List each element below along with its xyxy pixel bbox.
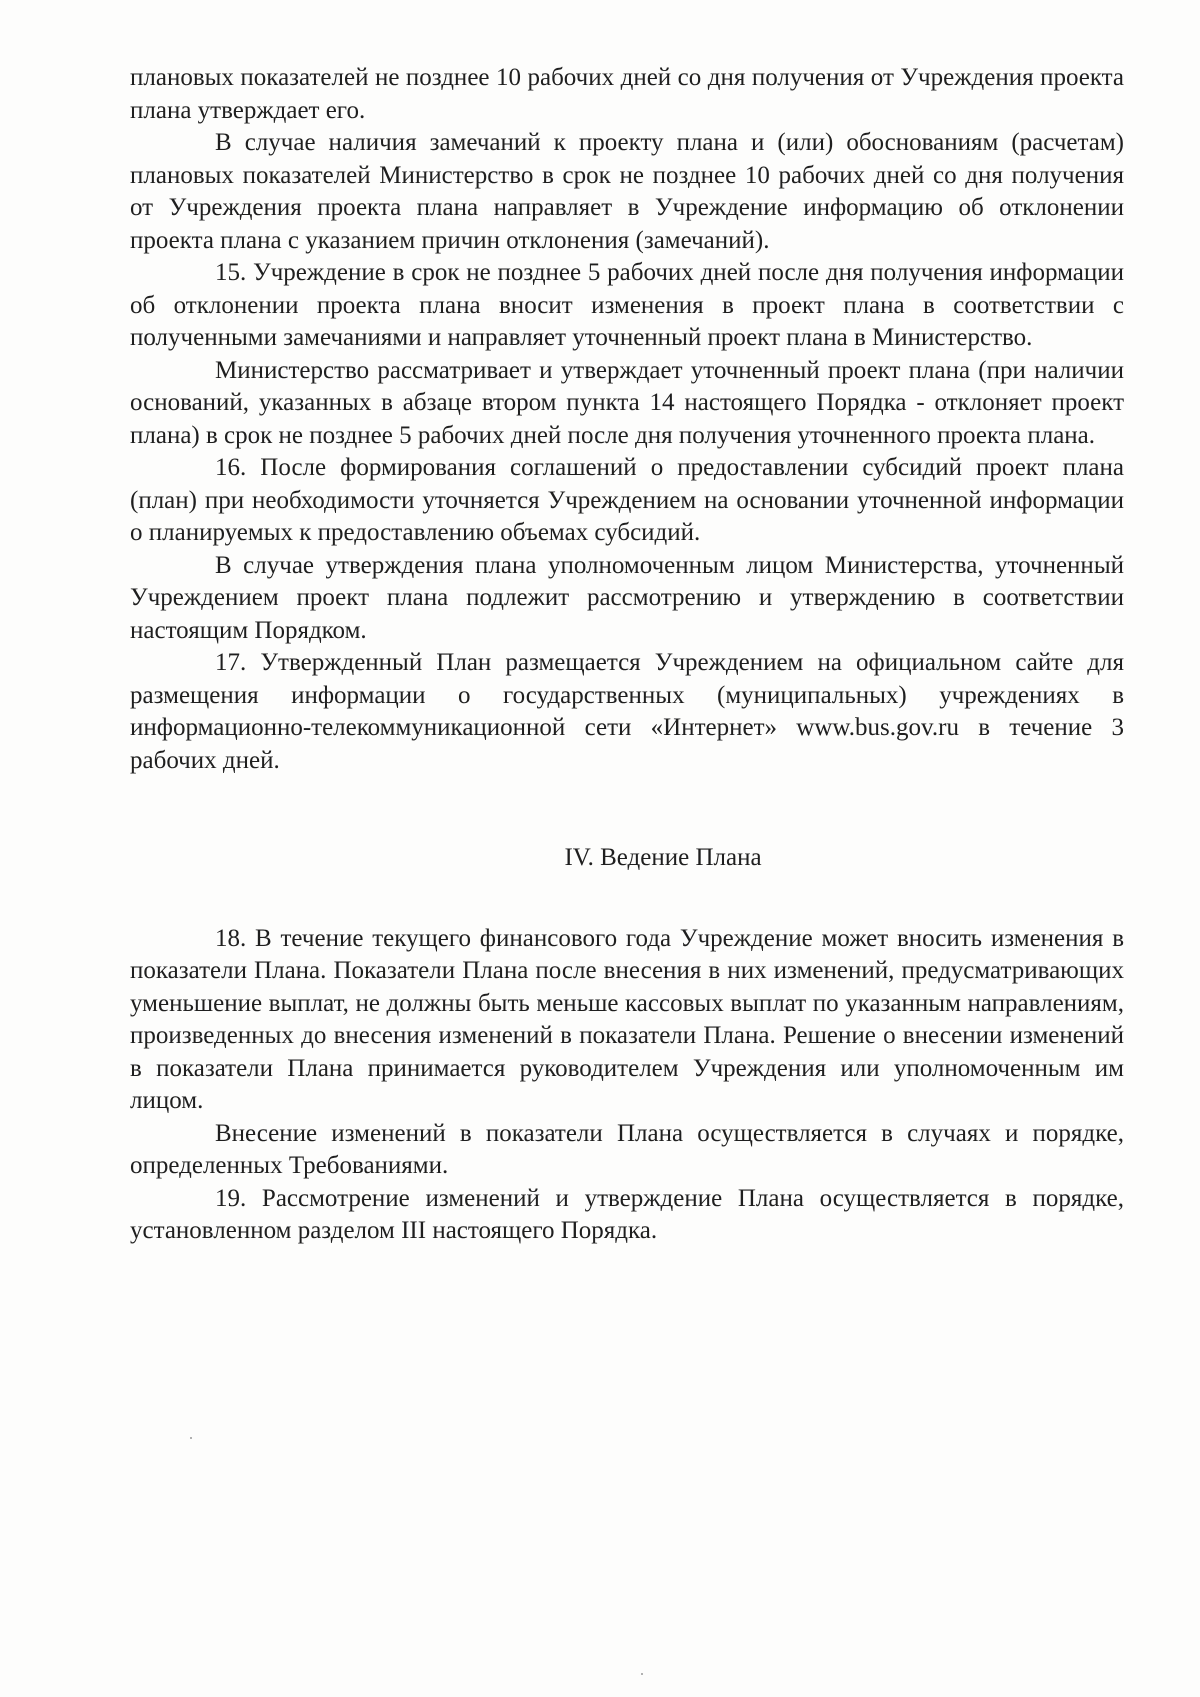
paragraph-18-changes: Внесение изменений в показатели Плана осуществляется в случаях и порядке, определенных Требованиями. [130, 1119, 1124, 1179]
paragraph-14-remarks: В случае наличия замечаний к проекту плана и (или) обоснованиям (расчетам) плановых показателей Министерство в срок не позднее 10 рабочих дней со дня получения от Учреждения проекта плана направляет в Учреждение информацию об отклонении проекта плана с указанием причин отклонения (замечаний). [130, 129, 1124, 254]
spacer [130, 777, 1124, 842]
paragraph-15: 15. Учреждение в срок не позднее 5 рабочих дней после дня получения информации об отклонении проекта плана вносит изменения в проект плана в соответствии с полученными замечаниями и направляет уточненный проект плана в Министерство. [130, 259, 1124, 351]
document-body [130, 62, 1124, 1248]
paragraph-16: 16. После формирования соглашений о предоставлении субсидий проект плана (план) при необходимости уточняется Учреждением на основании уточненной информации о планируемых к предоставлению объемах субсидий. [130, 454, 1124, 546]
paragraph-17: 17. Утвержденный План размещается Учреждением на официальном сайте для размещения информации о государственных (муниципальных) учреждениях в информационно-телекоммуникационной сети «Интернет» www.bus.gov.ru в течение 3 рабочих дней. [130, 649, 1124, 774]
paragraph-16-approval: В случае утверждения плана уполномоченным лицом Министерства, уточненный Учреждением проект плана подлежит рассмотрению и утверждению в соответствии настоящим Порядком. [130, 551, 1124, 644]
section-heading: IV. Ведение Плана [564, 844, 762, 871]
paragraph-14-continuation: плановых показателей не позднее 10 рабочих дней со дня получения от Учреждения проекта плана утверждает его. [130, 64, 1124, 124]
spacer [130, 875, 1124, 923]
scan-speck [641, 1673, 643, 1675]
paragraph-19: 19. Рассмотрение изменений и утверждение Плана осуществляется в порядке, установленном разделом III настоящего Порядка. [130, 1184, 1124, 1244]
paragraph-15-ministry: Министерство рассматривает и утверждает уточненный проект плана (при наличии оснований, указанных в абзаце втором пункта 14 настоящего Порядка - отклоняет проект плана) в срок не позднее 5 рабочих дней после дня получения уточненного проекта плана. [130, 356, 1124, 449]
paragraph-18: 18. В течение текущего финансового года Учреждение может вносить изменения в показатели Плана. Показатели Плана после внесения в них изменений, предусматривающих уменьшение выплат, не должны быть меньше кассовых выплат по указанным направлениям, произведенных до внесения изменений в показатели Плана. Решение о внесении изменений в показатели Плана принимается руководителем Учреждения или уполномоченным им лицом. [130, 924, 1124, 1114]
scan-speck [190, 1437, 192, 1439]
